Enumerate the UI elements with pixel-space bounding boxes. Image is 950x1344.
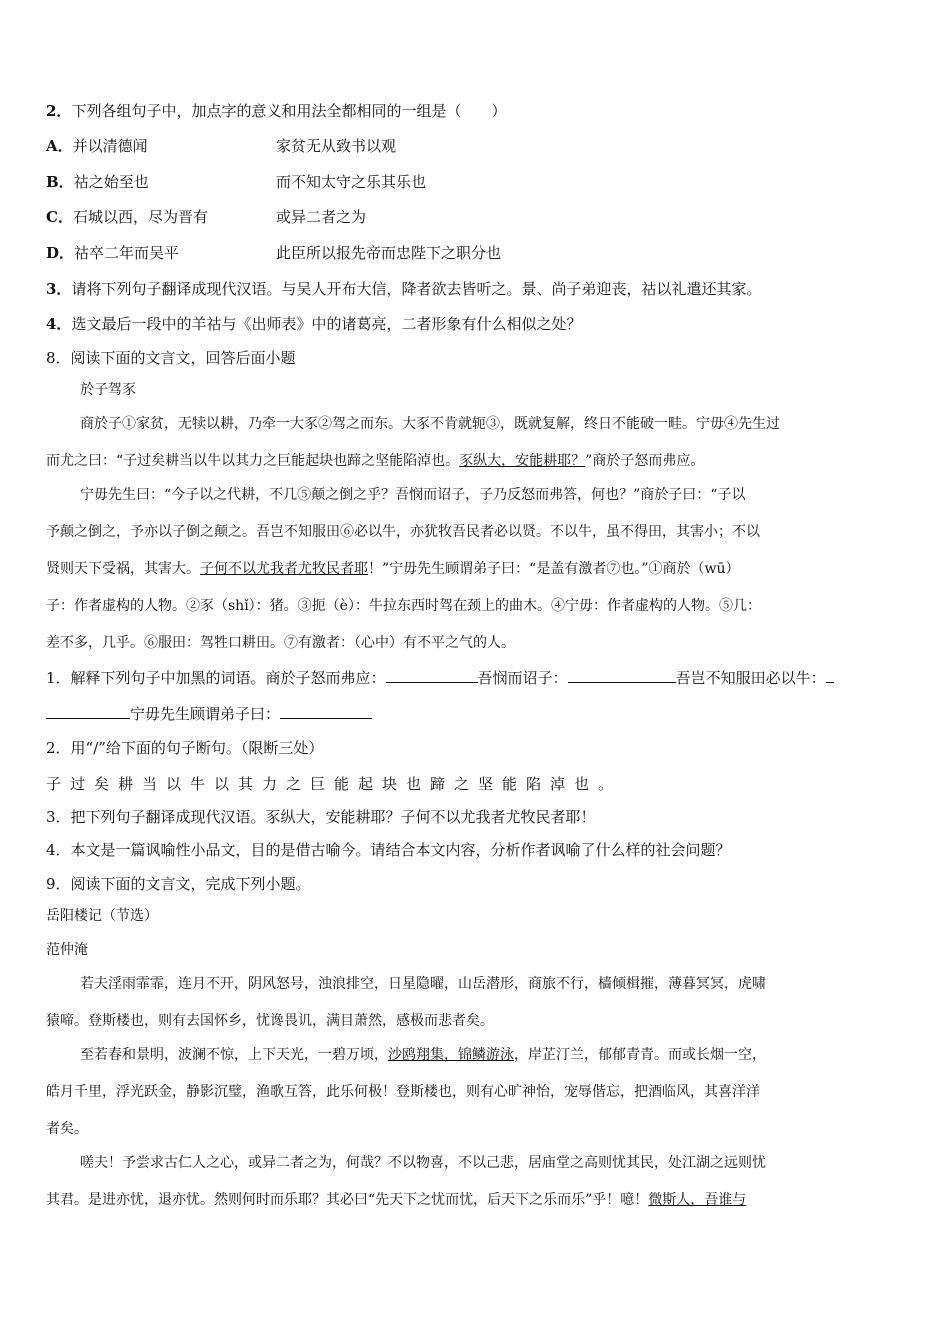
- q9-p3-line2: [46, 1190, 904, 1210]
- answer-blank-3-start[interactable]: [826, 668, 834, 683]
- q8-question-2: 2．用“/”给下面的句子断句。（限断三处）: [46, 739, 324, 757]
- answer-blank-1[interactable]: [386, 668, 478, 683]
- q7-question-3: [46, 279, 904, 299]
- option-b[interactable]: [46, 172, 904, 192]
- q8-passage-title: 於子驾豕: [80, 382, 136, 398]
- option-a-second: 家贫无从致书以观: [276, 137, 397, 155]
- q9-p3-line2-a: 其君。是进亦忧，退亦忧。然则何时而乐耶？其必曰“先天下之忧而忧，后天下之乐而乐”乎！噫！: [46, 1192, 649, 1208]
- q9-author: 范仲淹: [46, 942, 88, 958]
- q8-underlined-sentence-1: 豕纵大，安能耕耶？: [459, 453, 586, 469]
- q8-question-4: 4．本文是一篇讽喻性小品文，目的是借古喻今。请结合本文内容，分析作者讽喻了什么样的社会问题？: [46, 841, 731, 859]
- q8-q1-part-c: 吾岂不知服田必以牛：: [675, 669, 826, 687]
- q8-question-3: 3．把下列句子翻译成现代汉语。豕纵大，安能耕耶？子何不以尤我者尤牧民者耶！: [46, 808, 596, 826]
- q8-p2-line1: 宁毋先生曰：“今子以之代耕，不几⑤颠之倒之乎？吾悯而诏子，子乃反怒而弗答，何也？”商於子曰：“子以: [80, 487, 746, 503]
- q8-p2-line3-a: 贤则天下受祸，其害大。: [46, 561, 200, 577]
- answer-blank-3[interactable]: [46, 704, 130, 719]
- q9-underlined-phrase: 沙鸥翔集，锦鳞游泳: [388, 1047, 514, 1063]
- q8-q1-part-a: 1．解释下列句子中加黑的词语。商於子怒而弗应：: [46, 669, 386, 687]
- q7-question-4: [46, 314, 904, 334]
- q8-notes-line1: 子：作者虚构的人物。②豕（shǐ）：猪。③扼（è）：牛拉东西时驾在颈上的曲木。④宁毋：作者虚构的人物。⑤几：: [46, 598, 761, 614]
- q9-p2-line2: 皓月千里，浮光跃金，静影沉璧，渔歌互答，此乐何极！登斯楼也，则有心旷神怡，宠辱偕忘，把酒临风，其喜洋洋: [46, 1084, 760, 1100]
- option-a-label: A．: [46, 137, 73, 155]
- option-c[interactable]: [46, 207, 904, 227]
- q8-notes-line2: 差不多，几乎。⑥服田：驾牲口耕田。⑦有激者：（心中）有不平之气的人。: [46, 635, 515, 651]
- q8-p2-line3: [46, 559, 904, 579]
- q7-q4-number: 4．: [46, 315, 72, 333]
- q7-q3-text: 请将下列句子翻译成现代汉语。与吴人开布大信，降者欲去皆听之。景、尚子弟迎丧，祜以礼遣还其家。: [71, 280, 762, 298]
- option-b-second: 而不知太守之乐其乐也: [276, 173, 427, 191]
- option-d[interactable]: [46, 243, 904, 263]
- q9-heading: 9．阅读下面的文言文，完成下列小题。: [46, 875, 311, 893]
- q8-p2-line2: 予颠之倒之，予亦以子倒之颠之。吾岂不知服田⑥必以牛，亦犹牧吾民者必以贤。不以牛，虽不得田，其害小；不以: [46, 524, 760, 540]
- option-d-label: D．: [46, 244, 75, 262]
- option-b-label: B．: [46, 173, 74, 191]
- q9-p3-line1: 嗟夫！予尝求古仁人之心，或异二者之为，何哉？不以物喜，不以己悲，居庙堂之高则忧其民，处江湖之远则忧: [80, 1155, 766, 1171]
- q8-p1-line2: [46, 451, 904, 471]
- q8-question-1-cont: [46, 704, 904, 724]
- option-d-second: 此臣所以报先帝而忠陛下之职分也: [276, 244, 502, 262]
- q8-q1-part-d: 宁毋先生顾谓弟子曰：: [130, 705, 281, 723]
- q9-p1-line2: 猿啼。登斯楼也，则有去国怀乡，忧谗畏讥，满目萧然，感极而悲者矣。: [46, 1013, 494, 1029]
- q9-p1-line1: 若夫淫雨霏霏，连月不开，阴风怒号，浊浪排空，日星隐曜，山岳潜形，商旅不行，樯倾楫摧，薄暮冥冥，虎啸: [80, 976, 766, 992]
- q8-p1-line1: 商於子①家贫，无犊以耕，乃牵一大豕②驾之而东。大豕不肯就轭③，既就复解，终日不能破一畦。宁毋④先生过: [80, 416, 780, 432]
- option-c-label: C．: [46, 208, 73, 226]
- q9-passage-title: 岳阳楼记（节选）: [46, 908, 158, 924]
- q8-punctuation-sentence: 子过矣耕当以牛以其力之巨能起块也蹄之坚能陷淖也。: [46, 775, 623, 793]
- option-b-first: 祜之始至也: [73, 173, 149, 191]
- q9-p2-line1-a: 至若春和景明，波澜不惊，上下天光，一碧万顷，: [80, 1047, 388, 1063]
- option-d-first: 祜卒二年而吴平: [74, 244, 180, 262]
- option-c-first: 石城以西，尽为晋有: [72, 208, 208, 226]
- answer-blank-2[interactable]: [568, 668, 676, 683]
- q8-p2-line3-b: ！”宁毋先生顾谓弟子曰：“是盖有激者⑦也。”①商於（wū）: [368, 561, 740, 577]
- q8-question-1: [46, 668, 904, 688]
- q9-p2-line1: [80, 1045, 904, 1065]
- option-c-second: 或异二者之为: [276, 208, 367, 226]
- q7-q3-number: 3．: [46, 280, 72, 298]
- q8-q1-part-b: 吾悯而诏子：: [477, 669, 568, 687]
- q7-q2-text: 下列各组句子中，加点字的意义和用法全都相同的一组是（ ）: [71, 102, 507, 120]
- q9-underlined-sentence: 微斯人，吾谁与: [648, 1192, 747, 1208]
- q9-p2-line3: 者矣。: [46, 1121, 88, 1137]
- q7-question-2: [46, 101, 904, 121]
- answer-blank-4[interactable]: [280, 704, 372, 719]
- q8-p1-line2-a: 而尤之曰：“子过矣耕当以牛以其力之巨能起块也蹄之坚能陷淖也。: [46, 453, 460, 469]
- q8-p1-line2-b: ”商於子怒而弗应。: [585, 453, 705, 469]
- q7-q2-number: 2．: [46, 102, 72, 120]
- q8-heading: 8．阅读下面的文言文，回答后面小题: [46, 349, 296, 367]
- q7-q4-text: 选文最后一段中的羊祜与《出师表》中的诸葛亮，二者形象有什么相似之处？: [71, 315, 582, 333]
- option-a[interactable]: [46, 136, 904, 156]
- q8-underlined-sentence-2: 子何不以尤我者尤牧民者耶: [200, 561, 368, 577]
- option-a-first: 并以清德闻: [72, 137, 148, 155]
- q9-p2-line1-b: ，岸芷汀兰，郁郁青青。而或长烟一空，: [514, 1047, 766, 1063]
